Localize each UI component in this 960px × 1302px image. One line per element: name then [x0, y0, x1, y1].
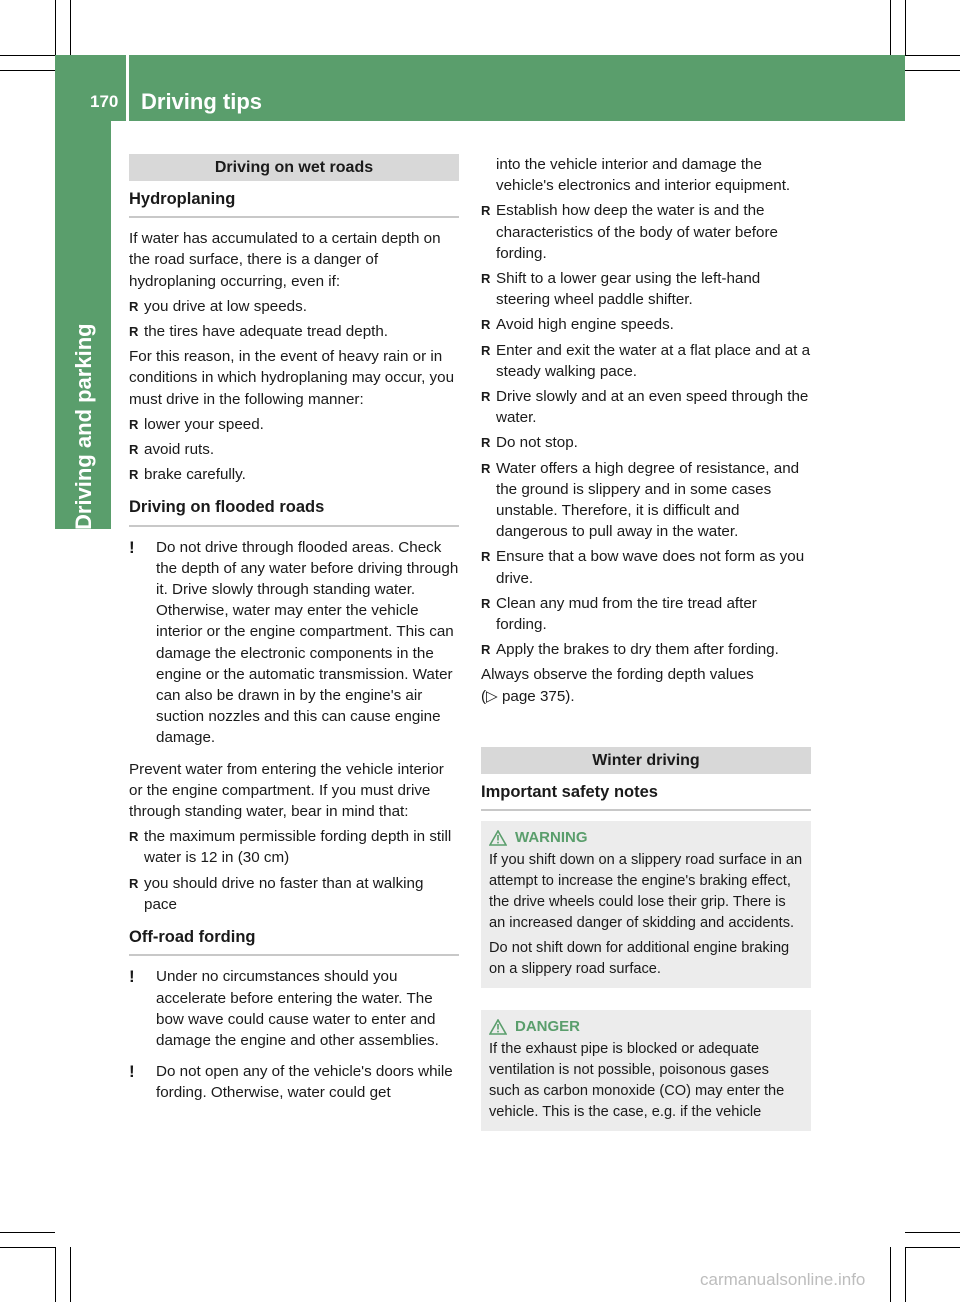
danger-text: If the exhaust pipe is blocked or adequate ventilation is not possible, poisonous gases such as carbon monoxide (CO) may enter the vehicle. This is the case, e.g. if the vehicle — [489, 1041, 785, 1121]
crop-mark — [905, 0, 906, 55]
crop-mark — [905, 1247, 906, 1302]
list-item: R Establish how deep the water is and the characteristics of the body of water before fording. — [481, 202, 778, 262]
bullet-icon: R — [129, 829, 139, 845]
list-item: R avoid ruts. — [129, 439, 459, 460]
subheading-flooded-roads: Driving on flooded roads — [129, 497, 459, 526]
danger-box — [481, 1010, 811, 1131]
bullet-icon: R — [481, 595, 491, 611]
crop-mark — [0, 70, 55, 71]
crop-mark — [70, 1247, 71, 1302]
list-item: R you drive at low speeds. — [129, 296, 459, 317]
list-item: R Shift to a lower gear using the left-hand steering wheel paddle shifter. — [481, 270, 761, 309]
bullet-icon: R — [129, 416, 139, 432]
exclamation-icon: ! — [129, 967, 135, 987]
bullet-icon: R — [481, 342, 491, 358]
warning-text: If you shift down on a slippery road surface in an attempt to increase the engine's braking effect, the drive wheels could lose their grip. There is an increased danger of skidding and accidents. — [489, 852, 803, 932]
bullet-icon: R — [129, 467, 139, 483]
warning-box — [481, 821, 811, 988]
section-band-winter: Winter driving — [481, 747, 811, 774]
crop-mark — [905, 55, 960, 56]
paragraph: Prevent water from entering the vehicle interior or the engine compartment. If you must drive through standing water, bear in mind that: — [129, 760, 444, 821]
subheading-safety-notes: Important safety notes — [481, 782, 811, 811]
paragraph: into the vehicle interior and damage the vehicle's electronics and interior equipment. — [496, 156, 791, 195]
chapter-title: Driving tips — [141, 89, 263, 114]
crop-mark — [0, 1232, 55, 1233]
list-item: R the tires have adequate tread depth. — [129, 321, 459, 342]
bullet-icon: R — [129, 442, 139, 458]
list-item: R Avoid high engine speeds. — [481, 314, 811, 335]
paragraph: For this reason, in the event of heavy rain or in conditions in which hydroplaning may occur, you must drive in the following manner: — [129, 348, 455, 408]
list-item: R Clean any mud from the tire tread after fording. — [481, 594, 757, 634]
list-item: R Ensure that a bow wave does not form as you drive. — [481, 548, 805, 587]
caution-note: ! Under no circumstances should you accelerate before entering the water. The bow wave could cause water to enter and damage the engine and other assemblies. — [129, 967, 439, 1049]
list-item: R Drive slowly and at an even speed through the water. — [481, 388, 809, 427]
list-item: R the maximum permissible fording depth in still water is 12 in (30 cm) — [129, 828, 452, 867]
crop-mark — [890, 0, 891, 55]
crop-mark — [890, 1247, 891, 1302]
section-band-wet-roads: Driving on wet roads — [129, 154, 459, 181]
warning-heading: WARNING — [489, 827, 803, 848]
crop-mark — [905, 70, 960, 71]
crop-mark — [55, 1247, 56, 1302]
exclamation-icon: ! — [129, 537, 135, 557]
caution-note: ! Do not open any of the vehicle's doors while fording. Otherwise, water could get — [129, 1062, 453, 1102]
crop-mark — [905, 1247, 960, 1248]
list-item: R Enter and exit the water at a flat place and at a steady walking pace. — [481, 341, 811, 380]
bullet-icon: R — [481, 389, 491, 405]
paragraph: Always observe the fording depth values — [481, 666, 754, 684]
bullet-icon: R — [129, 298, 139, 314]
left-column — [129, 154, 459, 1114]
list-item: R Do not stop. — [481, 432, 811, 453]
warning-text: Do not shift down for additional engine braking on a slippery road surface. — [489, 940, 790, 978]
warning-triangle-icon — [489, 1019, 507, 1035]
subheading-offroad-fording: Off-road fording — [129, 927, 459, 956]
page-reference[interactable]: (▷ page 375). — [481, 687, 575, 705]
warning-triangle-icon — [489, 830, 507, 846]
right-column — [481, 154, 811, 1145]
crop-mark — [55, 0, 56, 55]
crop-mark — [905, 1232, 960, 1233]
subheading-hydroplaning: Hydroplaning — [129, 189, 459, 218]
danger-heading: DANGER — [489, 1016, 803, 1037]
bullet-icon: R — [481, 460, 491, 476]
bullet-icon: R — [129, 875, 139, 891]
bullet-icon: R — [129, 324, 139, 340]
side-tab-label: Driving and parking — [71, 323, 96, 530]
list-item: R lower your speed. — [129, 414, 459, 435]
crop-mark — [0, 1247, 55, 1248]
bullet-icon: R — [481, 271, 491, 287]
watermark: carmanualsonline.info — [700, 1270, 866, 1289]
bullet-icon: R — [481, 435, 491, 451]
header-divider — [126, 55, 129, 121]
bullet-icon: R — [481, 642, 491, 658]
exclamation-icon: ! — [129, 1062, 135, 1082]
paragraph: If water has accumulated to a certain depth on the road surface, there is a danger of hydroplaning occurring, even if: — [129, 230, 441, 290]
list-item: R Water offers a high degree of resistance, and the ground is slippery and in some cases unstable. Therefore, it is difficult and dangerous to pull away in the water. — [481, 459, 800, 541]
caution-note: ! Do not drive through flooded areas. Check the depth of any water before driving through it. Drive slowly through standing water. Otherwise, water may enter the vehicle interior or the engine compartment. This can damage the electronic components in the engine or the automatic transmission. Water can also be drawn in by the engine's air suction nozzles and this can cause engine damage. — [129, 537, 459, 747]
bullet-icon: R — [481, 549, 491, 565]
list-item: R brake carefully. — [129, 464, 459, 485]
page-number: 170 — [90, 92, 119, 111]
crop-mark — [70, 0, 71, 55]
bullet-icon: R — [481, 203, 491, 219]
list-item: R Apply the brakes to dry them after fording. — [481, 639, 811, 660]
crop-mark — [0, 55, 55, 56]
list-item: R you should drive no faster than at walking pace — [129, 874, 424, 913]
bullet-icon: R — [481, 317, 491, 333]
